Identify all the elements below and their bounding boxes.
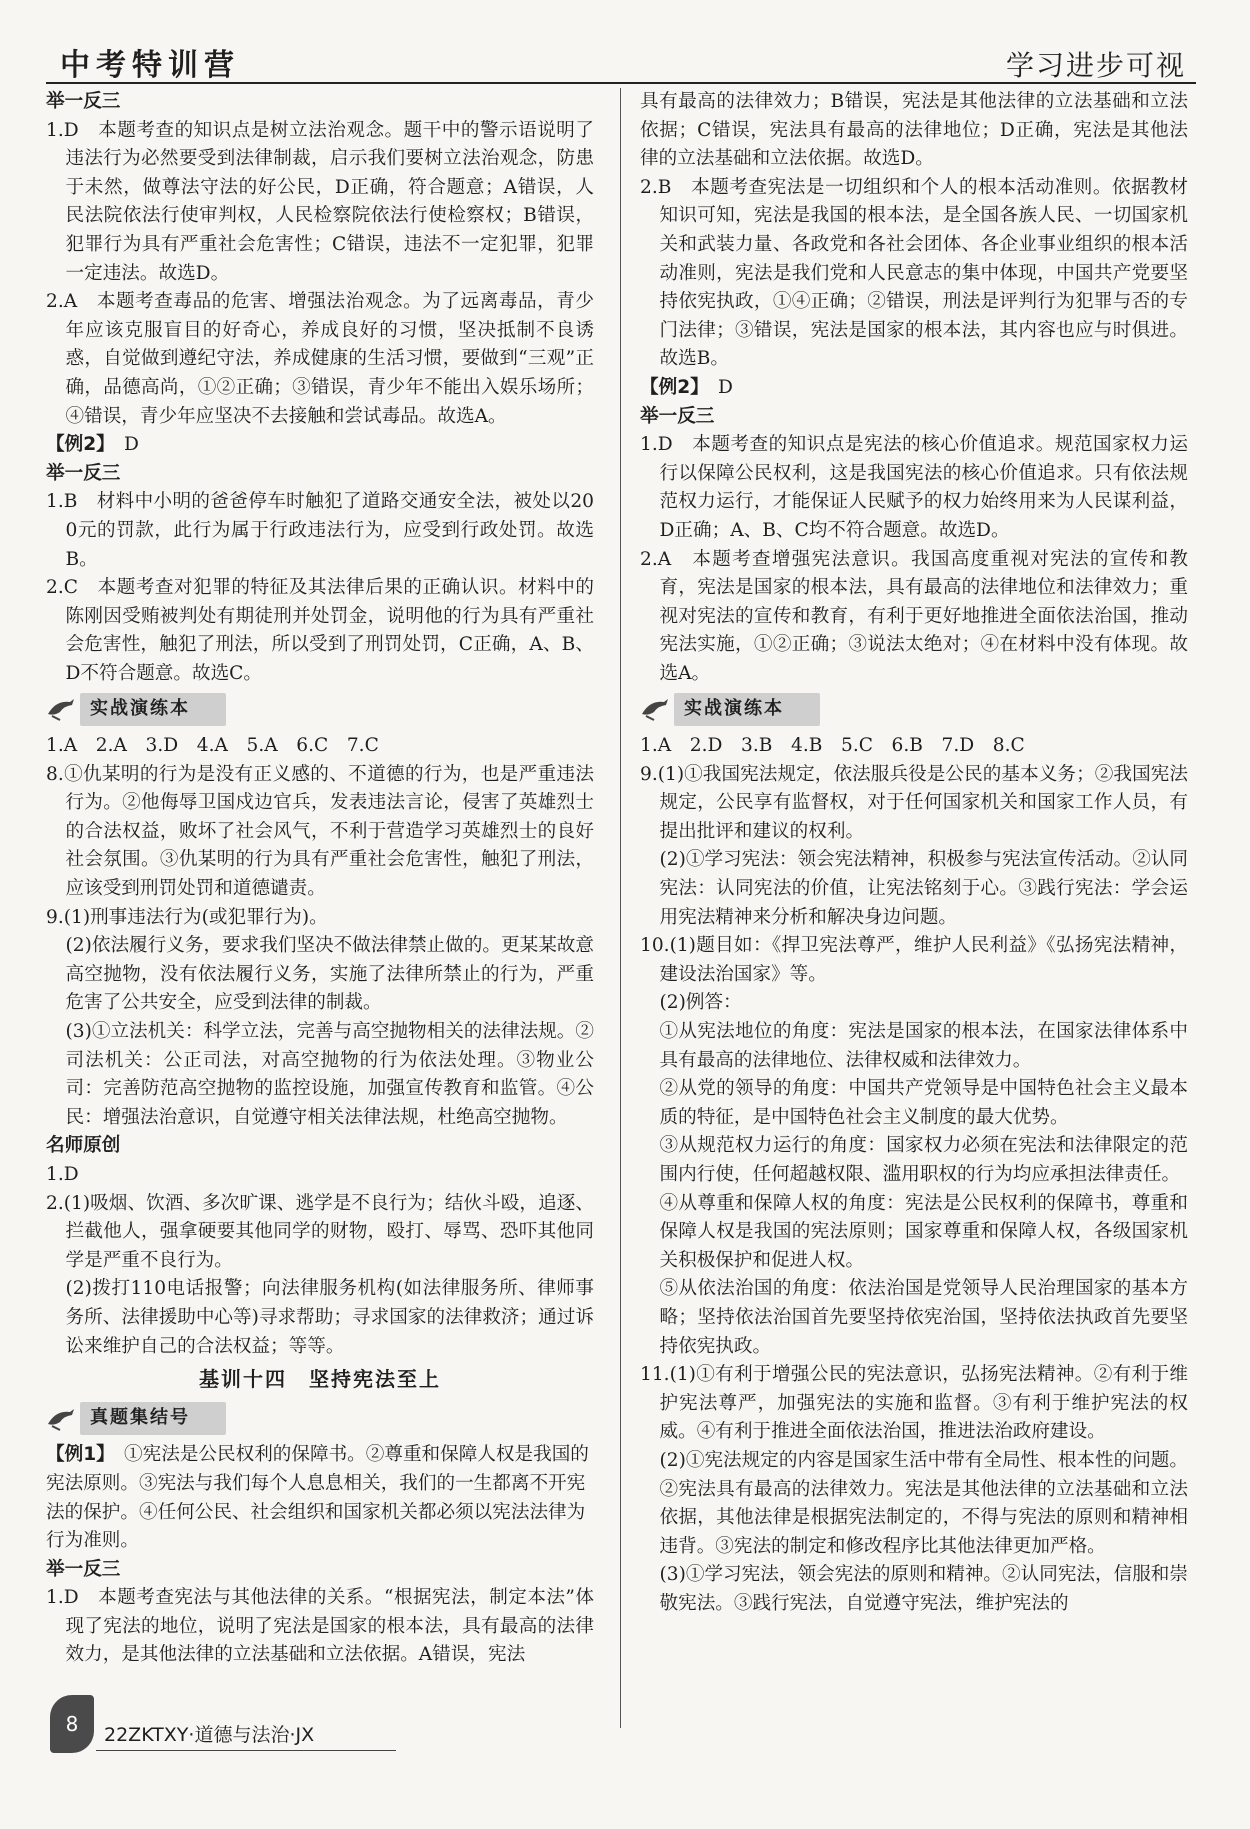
answer-paragraph: 2.(1)吸烟、饮酒、多次旷课、逃学是不良行为；结伙斗殴，追逐、拦截他人，强拿硬要其他同学的财物，殴打、辱骂、恐吓其他同学是严重不良行为。 — [46, 1192, 594, 1271]
page-number: 8 — [50, 1695, 94, 1753]
answer-paragraph: 1.D — [46, 1163, 79, 1185]
answer-paragraph: 11.(1)①有利于增强公民的宪法意识，弘扬宪法精神。②有利于维护宪法尊严，加强宪法的实施和监督。③有利于维护宪法的权威。④有利于推进全面依法治国，推进法治政府建设。 — [640, 1364, 1188, 1443]
answer-paragraph: 具有最高的法律效力；B错误，宪法是其他法律的立法基础和立法依据；C错误，宪法具有最高的法律地位；D正确，宪法是其他法律的立法基础和立法依据。故选D。 — [640, 91, 1188, 170]
answer-paragraph: 1.A 2.A 3.D 4.A 5.A 6.C 7.C — [46, 735, 379, 757]
subsection-heading: 名师原创 — [46, 1135, 121, 1157]
answer-paragraph: 1.D 本题考查宪法与其他法律的关系。“根据宪法，制定本法”体现了宪法的地位，说明了宪法是国家的根本法，具有最高的法律效力，是其他法律的立法基础和立法依据。A错误，宪法 — [46, 1587, 594, 1666]
answer-paragraph: 1.D 本题考查的知识点是宪法的核心价值追求。规范国家权力运行以保障公民权利，这是我国宪法的核心价值追求。只有依法规范权力运行，才能保证人民赋予的权力始终用来为人民谋利益，D正确；A、B、C均不符合题意。故选D。 — [640, 434, 1188, 541]
answer-paragraph: ②从党的领导的角度：中国共产党领导是中国特色社会主义最本质的特征，是中国特色社会主义制度的最大优势。 — [659, 1078, 1188, 1128]
section-badge — [46, 694, 226, 724]
chapter-title: 基训十四 坚持宪法至上 — [199, 1367, 441, 1392]
bird-icon — [46, 1406, 76, 1432]
section-badge — [640, 694, 820, 724]
header-slogan: 学习进步可视 — [1005, 49, 1186, 82]
example-label: 【例2】 — [46, 434, 106, 456]
badge-label: 真题集结号 — [80, 1402, 226, 1435]
badge-label: 实战演练本 — [674, 693, 820, 726]
answer-paragraph: (2)拨打110电话报警；向法律服务机构(如法律服务所、律师事务所、法律援助中心等)寻求帮助；寻求国家的法律救济；通过诉讼来维护自己的合法权益；等等。 — [65, 1278, 594, 1357]
right-column — [640, 88, 1188, 1618]
footer-rule — [96, 1750, 396, 1751]
example-answer — [46, 1441, 594, 1555]
answer-paragraph: (2)①学习宪法：领会宪法精神，积极参与宪法宣传活动。②认同宪法：认同宪法的价值，让宪法铭刻于心。③践行宪法：学会运用宪法精神来分析和解决身边问题。 — [659, 849, 1188, 928]
book-code: 22ZKTXY·道德与法治·JX — [104, 1724, 315, 1746]
example-text: D — [124, 434, 139, 456]
answer-paragraph: ①从宪法地位的角度：宪法是国家的根本法，在国家法律体系中具有最高的法律地位、法律权威和法律效力。 — [659, 1021, 1188, 1071]
page-header — [46, 40, 1196, 84]
example-text: D — [718, 376, 733, 398]
answer-paragraph: (2)依法履行义务，要求我们坚决不做法律禁止做的。更某某故意高空抛物，没有依法履行义务，实施了法律所禁止的行为，严重危害了公共安全，应受到法律的制裁。 — [65, 935, 594, 1014]
column-divider — [620, 88, 621, 1728]
answer-paragraph: (2)①宪法规定的内容是国家生活中带有全局性、根本性的问题。②宪法具有最高的法律效力。宪法是其他法律的立法基础和立法依据，其他法律是根据宪法制定的，不得与宪法的原则和精神相违背。③宪法的制定和修改程序比其他法律更加严格。 — [659, 1449, 1188, 1557]
answer-paragraph: 1.B 材料中小明的爸爸停车时触犯了道路交通安全法，被处以200元的罚款，此行为属于行政违法行为，应受到行政处罚。故选B。 — [46, 491, 594, 570]
subsection-heading: 举一反三 — [46, 1558, 121, 1580]
subsection-heading: 举一反三 — [46, 462, 121, 484]
answer-paragraph: 2.B 本题考查宪法是一切组织和个人的根本活动准则。依据教材知识可知，宪法是我国的根本法，是全国各族人民、一切国家机关和武装力量、各政党和各社会团体、各企业事业组织的根本活动准则，宪法是我们党和人民意志的集中体现，中国共产党要坚持依宪执政，①④正确；②错误，刑法是评判行为犯罪与否的专门法律；③错误，宪法是国家的根本法，其内容也应与时俱进。故选B。 — [640, 176, 1188, 370]
section-badge — [46, 1404, 226, 1434]
answer-paragraph: ⑤从依法治国的角度：依法治国是党领导人民治理国家的基本方略；坚持依法治国首先要坚持依宪治国，坚持依法执政首先要坚持依宪执政。 — [659, 1278, 1188, 1357]
book-title: 中考特训营 — [60, 48, 240, 83]
answer-paragraph: 10.(1)题目如：《捍卫宪法尊严，维护人民利益》《弘扬宪法精神，建设法治国家》等。 — [640, 935, 1188, 985]
subsection-heading: 举一反三 — [640, 405, 715, 427]
answer-paragraph: 2.A 本题考查毒品的危害、增强法治观念。为了远离毒品，青少年应该克服盲目的好奇心，养成良好的习惯，坚决抵制不良诱惑，自觉做到遵纪守法，养成健康的生活习惯，要做到“三观”正确，品德高尚，①②正确；③错误，青少年不能出入娱乐场所；④错误，青少年应坚决不去接触和尝试毒品。故选A。 — [46, 291, 594, 427]
answer-paragraph: 9.(1)①我国宪法规定，依法服兵役是公民的基本义务；②我国宪法规定，公民享有监督权，对于任何国家机关和国家工作人员，有提出批评和建议的权利。 — [640, 763, 1188, 842]
left-column — [46, 88, 594, 1670]
badge-label: 实战演练本 — [80, 693, 226, 726]
answer-paragraph: 1.A 2.D 3.B 4.B 5.C 6.B 7.D 8.C — [640, 735, 1025, 757]
subsection-heading: 举一反三 — [46, 91, 121, 112]
example-answer — [640, 374, 1188, 403]
answer-paragraph: (3)①立法机关：科学立法，完善与高空抛物相关的法律法规。②司法机关：公正司法，对高空抛物的行为依法处理。③物业公司：完善防范高空抛物的监控设施，加强宣传教育和监管。④公民：增强法治意识，自觉遵守相关法律法规，杜绝高空抛物。 — [65, 1021, 594, 1128]
answer-paragraph: (3)①学习宪法，领会宪法的原则和精神。②认同宪法，信服和崇敬宪法。③践行宪法，自觉遵守宪法，维护宪法的 — [659, 1564, 1188, 1614]
answer-paragraph: 9.(1)刑事违法行为(或犯罪行为)。 — [46, 906, 328, 928]
example-label: 【例2】 — [640, 376, 700, 398]
answer-paragraph: 1.D 本题考查的知识点是树立法治观念。题干中的警示语说明了违法行为必然要受到法律制裁，启示我们要树立法治观念，防患于未然，做尊法守法的好公民，D正确，符合题意；A错误，人民法院依法行使审判权，人民检察院依法行使检察权；B错误，犯罪行为具有严重社会危害性；C错误，违法不一定犯罪，犯罪一定违法。故选D。 — [46, 119, 594, 284]
example-answer — [46, 431, 594, 460]
answer-paragraph: 2.A 本题考查增强宪法意识。我国高度重视对宪法的宣传和教育，宪法是国家的根本法，具有最高的法律地位和法律效力；重视对宪法的宣传和教育，有利于更好地推进全面依法治国，推动宪法实施，①②正确；③说法太绝对；④在材料中没有体现。故选A。 — [640, 548, 1188, 684]
example-label: 【例1】 — [46, 1444, 106, 1466]
answer-paragraph: ③从规范权力运行的角度：国家权力必须在宪法和法律限定的范围内行使，任何超越权限、滥用职权的行为均应承担法律责任。 — [659, 1135, 1188, 1185]
bird-icon — [640, 696, 670, 722]
example-text: ①宪法是公民权利的保障书。②尊重和保障人权是我国的宪法原则。③宪法与我们每个人息息相关，我们的一生都离不开宪法的保护。④任何公民、社会组织和国家机关都必须以宪法法律为行为准则。 — [46, 1444, 589, 1552]
answer-paragraph: ④从尊重和保障人权的角度：宪法是公民权利的保障书，尊重和保障人权是我国的宪法原则；国家尊重和保障人权，各级国家机关积极保护和促进人权。 — [659, 1192, 1188, 1271]
answer-paragraph: 2.C 本题考查对犯罪的特征及其法律后果的正确认识。材料中的陈刚因受贿被判处有期徒刑并处罚金，说明他的行为具有严重社会危害性，触犯了刑法，所以受到了刑罚处罚，C正确，A、B、D不符合题意。故选C。 — [46, 577, 594, 684]
bird-icon — [46, 696, 76, 722]
answer-paragraph: 8.①仇某明的行为是没有正义感的、不道德的行为，也是严重违法行为。②他侮辱卫国戍边官兵，发表违法言论，侵害了英雄烈士的合法权益，败坏了社会风气，不利于营造学习英雄烈士的良好社会氛围。③仇某明的行为具有严重社会危害性，触犯了刑法，应该受到刑罚处罚和道德谴责。 — [46, 763, 594, 900]
answer-paragraph: (2)例答： — [659, 992, 742, 1014]
